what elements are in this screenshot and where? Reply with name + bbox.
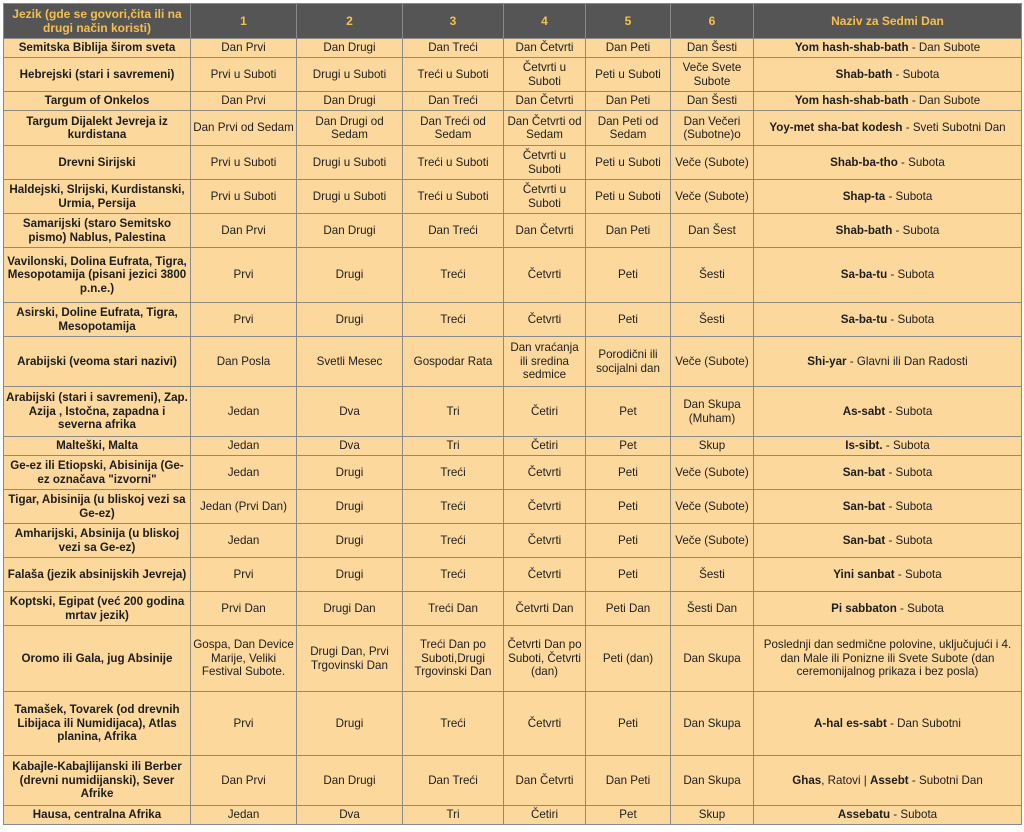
- seventh-day-meaning: - Subota: [885, 189, 933, 203]
- seventh-day-meaning: - Subota: [885, 533, 933, 547]
- language-cell: Hausa, centralna Afrika: [4, 806, 191, 825]
- table-row: [4, 524, 1022, 558]
- day-2-cell: Drugi u Suboti: [297, 58, 403, 92]
- day-1-cell: Dan Posla: [191, 337, 297, 387]
- day-1-cell: Prvi: [191, 558, 297, 592]
- seventh-day-meaning: - Subota: [897, 155, 945, 169]
- language-cell: Hebrejski (stari i savremeni): [4, 58, 191, 92]
- table-row: [4, 692, 1022, 756]
- day-4-cell: Četvrti: [504, 524, 586, 558]
- day-6-cell: Veče (Subote): [671, 146, 754, 180]
- header-seventh-day-name: Naziv za Sedmi Dan: [754, 4, 1022, 39]
- day-2-cell: Dan Drugi: [297, 92, 403, 111]
- day-6-cell: Skup: [671, 437, 754, 456]
- header-day-2: 2: [297, 4, 403, 39]
- day-5-cell: Dan Peti: [586, 214, 671, 248]
- day-4-cell: Četvrti u Suboti: [504, 180, 586, 214]
- language-cell: Malteški, Malta: [4, 437, 191, 456]
- seventh-day-cell: [754, 111, 1022, 146]
- day-3-cell: Treći u Suboti: [403, 146, 504, 180]
- seventh-day-name: San-bat: [842, 465, 886, 479]
- table-row: [4, 58, 1022, 92]
- day-6-cell: Dan Skupa: [671, 692, 754, 756]
- day-6-cell: Dan Šest: [671, 214, 754, 248]
- seventh-day-cell: [754, 92, 1022, 111]
- day-2-cell: Drugi: [297, 558, 403, 592]
- day-1-cell: Jedan: [191, 524, 297, 558]
- day-6-cell: Dan Šesti: [671, 39, 754, 58]
- day-3-cell: Treći: [403, 303, 504, 337]
- day-6-cell: Veče (Subote): [671, 456, 754, 490]
- language-cell: Asirski, Doline Eufrata, Tigra, Mesopotamija: [4, 303, 191, 337]
- day-6-cell: Skup: [671, 806, 754, 825]
- seventh-day-meaning: - Subota: [885, 465, 933, 479]
- seventh-day-name: San-bat: [842, 499, 886, 513]
- seventh-day-name: Ghas: [792, 773, 822, 787]
- seventh-day-meaning: - Subota: [890, 808, 938, 822]
- seventh-day-cell: [754, 692, 1022, 756]
- day-3-cell: Dan Treći: [403, 39, 504, 58]
- day-1-cell: Prvi u Suboti: [191, 146, 297, 180]
- day-3-cell: Treći: [403, 524, 504, 558]
- language-cell: Ge-ez ili Etiopski, Abisinija (Ge-ez označava "izvorni": [4, 456, 191, 490]
- day-2-cell: Dva: [297, 437, 403, 456]
- seventh-day-cell: [754, 387, 1022, 437]
- seventh-day-cell: [754, 558, 1022, 592]
- seventh-day-meaning: - Subota: [882, 439, 930, 453]
- table-row: [4, 806, 1022, 825]
- seventh-day-meaning: - Subota: [885, 404, 933, 418]
- language-cell: Haldejski, Slrijski, Kurdistanski, Urmia, Persija: [4, 180, 191, 214]
- day-5-cell: Porodični ili socijalni dan: [586, 337, 671, 387]
- day-2-cell: Dan Drugi od Sedam: [297, 111, 403, 146]
- day-5-cell: Peti u Suboti: [586, 146, 671, 180]
- seventh-day-name: Yoy-met sha-bat kodesh: [769, 121, 903, 135]
- day-3-cell: Treći u Suboti: [403, 58, 504, 92]
- table-row: [4, 248, 1022, 303]
- day-6-cell: Veče (Subote): [671, 524, 754, 558]
- day-5-cell: Peti: [586, 456, 671, 490]
- day-1-cell: Gospa, Dan Device Marije, Veliki Festival Subote.: [191, 626, 297, 692]
- day-1-cell: Prvi: [191, 303, 297, 337]
- header-day-6: 6: [671, 4, 754, 39]
- day-5-cell: Dan Peti: [586, 756, 671, 806]
- table-row: [4, 592, 1022, 626]
- table-row: [4, 92, 1022, 111]
- day-3-cell: Tri: [403, 806, 504, 825]
- day-1-cell: Dan Prvi: [191, 756, 297, 806]
- day-4-cell: Četvrti Dan po Suboti, Četvrti (dan): [504, 626, 586, 692]
- seventh-day-name: San-bat: [842, 533, 886, 547]
- seventh-day-cell: [754, 58, 1022, 92]
- seventh-day-cell: [754, 756, 1022, 806]
- table-row: [4, 558, 1022, 592]
- seventh-day-cell: [754, 180, 1022, 214]
- seventh-day-cell: [754, 146, 1022, 180]
- day-6-cell: Dan Skupa: [671, 626, 754, 692]
- day-1-cell: Prvi Dan: [191, 592, 297, 626]
- day-3-cell: Treći: [403, 558, 504, 592]
- language-cell: Arabijski (veoma stari nazivi): [4, 337, 191, 387]
- day-2-cell: Svetli Mesec: [297, 337, 403, 387]
- seventh-day-name: Yini sanbat: [833, 567, 895, 581]
- day-3-cell: Dan Treći od Sedam: [403, 111, 504, 146]
- day-1-cell: Dan Prvi: [191, 92, 297, 111]
- table-row: [4, 387, 1022, 437]
- day-3-cell: Gospodar Rata: [403, 337, 504, 387]
- header-day-5: 5: [586, 4, 671, 39]
- seventh-day-meaning: - Subota: [885, 499, 933, 513]
- day-4-cell: Četvrti Dan: [504, 592, 586, 626]
- seventh-day-name: Shab-ba-tho: [830, 155, 898, 169]
- day-1-cell: Jedan: [191, 806, 297, 825]
- day-4-cell: Četvrti: [504, 456, 586, 490]
- day-4-cell: Četiri: [504, 387, 586, 437]
- table-row: [4, 303, 1022, 337]
- day-5-cell: Peti u Suboti: [586, 180, 671, 214]
- day-1-cell: Prvi: [191, 248, 297, 303]
- seventh-day-cell: [754, 456, 1022, 490]
- table-header-row: [4, 4, 1022, 39]
- day-2-cell: Drugi u Suboti: [297, 180, 403, 214]
- day-5-cell: Dan Peti: [586, 39, 671, 58]
- table-body: [4, 39, 1022, 825]
- day-6-cell: Veče Svete Subote: [671, 58, 754, 92]
- day-3-cell: Treći: [403, 692, 504, 756]
- seventh-day-meaning: - Sveti Subotni Dan: [902, 121, 1006, 135]
- seventh-day-meaning: - Subota: [894, 567, 942, 581]
- language-cell: Semitska Biblija širom sveta: [4, 39, 191, 58]
- language-cell: Arabijski (stari i savremeni), Zap. Azija , Istočna, zapadna i severna afrika: [4, 387, 191, 437]
- seventh-day-name: Shab-bath: [835, 223, 893, 237]
- day-1-cell: Prvi: [191, 692, 297, 756]
- language-cell: Oromo ili Gala, jug Absinije: [4, 626, 191, 692]
- day-5-cell: Peti (dan): [586, 626, 671, 692]
- language-cell: Vavilonski, Dolina Eufrata, Tigra, Mesopotamija (pisani jezici 3800 p.n.e.): [4, 248, 191, 303]
- day-1-cell: Dan Prvi: [191, 214, 297, 248]
- day-1-cell: Jedan (Prvi Dan): [191, 490, 297, 524]
- day-2-cell: Drugi Dan: [297, 592, 403, 626]
- day-1-cell: Prvi u Suboti: [191, 58, 297, 92]
- day-4-cell: Četvrti u Suboti: [504, 146, 586, 180]
- seventh-day-cell: [754, 806, 1022, 825]
- day-5-cell: Peti: [586, 490, 671, 524]
- day-3-cell: Dan Treći: [403, 756, 504, 806]
- language-cell: Targum Dijalekt Jevreja iz kurdistana: [4, 111, 191, 146]
- day-2-cell: Drugi: [297, 303, 403, 337]
- day-2-cell: Dva: [297, 806, 403, 825]
- day-2-cell: Drugi: [297, 248, 403, 303]
- seventh-day-meaning: - Subota: [887, 312, 935, 326]
- day-5-cell: Pet: [586, 387, 671, 437]
- seventh-day-name: Sa-ba-tu: [840, 268, 888, 282]
- seventh-day-cell: [754, 437, 1022, 456]
- weekday-names-table: [3, 3, 1022, 825]
- day-2-cell: Drugi: [297, 524, 403, 558]
- seventh-day-cell: [754, 214, 1022, 248]
- seventh-day-meaning: - Dan Subotni: [886, 716, 961, 730]
- seventh-day-meaning: - Subota: [887, 268, 935, 282]
- language-cell: Amharijski, Absinija (u bliskoj vezi sa Ge-ez): [4, 524, 191, 558]
- seventh-day-cell: [754, 592, 1022, 626]
- day-2-cell: Dan Drugi: [297, 39, 403, 58]
- header-day-4: 4: [504, 4, 586, 39]
- table-row: [4, 111, 1022, 146]
- seventh-day-meaning: - Glavni ili Dan Radosti: [846, 354, 968, 368]
- seventh-day-name: Sa-ba-tu: [840, 312, 888, 326]
- day-4-cell: Četvrti: [504, 490, 586, 524]
- day-1-cell: Dan Prvi: [191, 39, 297, 58]
- language-cell: Drevni Sirijski: [4, 146, 191, 180]
- day-5-cell: Pet: [586, 806, 671, 825]
- day-6-cell: Šesti: [671, 248, 754, 303]
- seventh-day-name: Shi-yar: [807, 354, 847, 368]
- day-6-cell: Šesti: [671, 558, 754, 592]
- seventh-day-meaning: , Ratovi |: [821, 773, 870, 787]
- day-6-cell: Šesti: [671, 303, 754, 337]
- day-5-cell: Peti: [586, 303, 671, 337]
- day-4-cell: Četvrti: [504, 248, 586, 303]
- day-5-cell: Dan Peti: [586, 92, 671, 111]
- header-day-1: 1: [191, 4, 297, 39]
- seventh-day-meaning: - Dan Subote: [908, 41, 981, 55]
- day-2-cell: Drugi u Suboti: [297, 146, 403, 180]
- day-6-cell: Dan Šesti: [671, 92, 754, 111]
- day-5-cell: Peti Dan: [586, 592, 671, 626]
- day-3-cell: Dan Treći: [403, 214, 504, 248]
- seventh-day-cell: [754, 39, 1022, 58]
- day-6-cell: Dan Skupa: [671, 756, 754, 806]
- table-row: [4, 756, 1022, 806]
- language-cell: Koptski, Egipat (već 200 godina mrtav jezik): [4, 592, 191, 626]
- seventh-day-meaning-alt: - Subotni Dan: [908, 773, 983, 787]
- day-4-cell: Četvrti: [504, 303, 586, 337]
- day-2-cell: Dan Drugi: [297, 756, 403, 806]
- day-3-cell: Treći: [403, 490, 504, 524]
- day-4-cell: Četvrti: [504, 558, 586, 592]
- day-2-cell: Dan Drugi: [297, 214, 403, 248]
- language-cell: Tamašek, Tovarek (od drevnih Libijaca ili Numidijaca), Atlas planina, Afrika: [4, 692, 191, 756]
- seventh-day-cell: [754, 626, 1022, 692]
- day-5-cell: Peti: [586, 692, 671, 756]
- day-1-cell: Prvi u Suboti: [191, 180, 297, 214]
- day-1-cell: Jedan: [191, 387, 297, 437]
- day-6-cell: Veče (Subote): [671, 337, 754, 387]
- table-row: [4, 146, 1022, 180]
- day-4-cell: Dan Četvrti: [504, 214, 586, 248]
- day-4-cell: Dan Četvrti od Sedam: [504, 111, 586, 146]
- seventh-day-meaning: Poslednji dan sedmične polovine, uključujući i 4. dan Male ili Ponizne ili Svete Subote (dan ceremonijalnog prikaza i bez posla): [763, 638, 1012, 679]
- day-3-cell: Treći: [403, 248, 504, 303]
- day-2-cell: Drugi: [297, 456, 403, 490]
- table-row: [4, 437, 1022, 456]
- day-4-cell: Četiri: [504, 806, 586, 825]
- seventh-day-meaning: - Subota: [896, 601, 944, 615]
- day-6-cell: Dan Skupa (Muham): [671, 387, 754, 437]
- language-cell: Tigar, Abisinija (u bliskoj vezi sa Ge-ez): [4, 490, 191, 524]
- seventh-day-meaning: - Subota: [892, 223, 940, 237]
- day-6-cell: Dan Večeri (Subotne)o: [671, 111, 754, 146]
- seventh-day-name: Yom hash-shab-bath: [794, 41, 909, 55]
- table-row: [4, 456, 1022, 490]
- day-3-cell: Treći Dan: [403, 592, 504, 626]
- header-language: Jezik (gde se govori,čita ili na drugi način koristi): [4, 4, 191, 39]
- day-5-cell: Dan Peti od Sedam: [586, 111, 671, 146]
- day-2-cell: Drugi Dan, Prvi Trgovinski Dan: [297, 626, 403, 692]
- day-3-cell: Treći: [403, 456, 504, 490]
- day-2-cell: Dva: [297, 387, 403, 437]
- day-4-cell: Dan vraćanja ili sredina sedmice: [504, 337, 586, 387]
- day-6-cell: Veče (Subote): [671, 490, 754, 524]
- day-3-cell: Dan Treći: [403, 92, 504, 111]
- day-5-cell: Peti: [586, 248, 671, 303]
- day-5-cell: Peti: [586, 558, 671, 592]
- seventh-day-name: Shap-ta: [842, 189, 886, 203]
- day-1-cell: Dan Prvi od Sedam: [191, 111, 297, 146]
- day-4-cell: Dan Četvrti: [504, 92, 586, 111]
- day-3-cell: Treći Dan po Suboti,Drugi Trgovinski Dan: [403, 626, 504, 692]
- language-cell: Falaša (jezik absinijskih Jevreja): [4, 558, 191, 592]
- seventh-day-name: Is-sibt.: [845, 439, 883, 453]
- day-3-cell: Tri: [403, 387, 504, 437]
- seventh-day-name: Pi sabbaton: [831, 601, 897, 615]
- day-4-cell: Dan Četvrti: [504, 39, 586, 58]
- seventh-day-cell: [754, 337, 1022, 387]
- table-row: [4, 626, 1022, 692]
- table-row: [4, 490, 1022, 524]
- seventh-day-name: Assebatu: [837, 808, 891, 822]
- table-row: [4, 337, 1022, 387]
- table-row: [4, 39, 1022, 58]
- language-cell: Samarijski (staro Semitsko pismo) Nablus, Palestina: [4, 214, 191, 248]
- day-4-cell: Dan Četvrti: [504, 756, 586, 806]
- day-6-cell: Veče (Subote): [671, 180, 754, 214]
- day-6-cell: Šesti Dan: [671, 592, 754, 626]
- seventh-day-name: A-hal es-sabt: [814, 716, 887, 730]
- seventh-day-name: Shab-bath: [835, 67, 893, 81]
- seventh-day-meaning: - Dan Subote: [908, 94, 981, 108]
- seventh-day-meaning: - Subota: [892, 67, 940, 81]
- day-2-cell: Drugi: [297, 692, 403, 756]
- seventh-day-cell: [754, 490, 1022, 524]
- day-5-cell: Peti u Suboti: [586, 58, 671, 92]
- day-3-cell: Treći u Suboti: [403, 180, 504, 214]
- language-cell: Targum of Onkelos: [4, 92, 191, 111]
- weekday-names-table-container: [3, 3, 1021, 829]
- day-2-cell: Drugi: [297, 490, 403, 524]
- table-row: [4, 180, 1022, 214]
- day-3-cell: Tri: [403, 437, 504, 456]
- seventh-day-cell: [754, 303, 1022, 337]
- table-row: [4, 214, 1022, 248]
- day-1-cell: Jedan: [191, 437, 297, 456]
- header-day-3: 3: [403, 4, 504, 39]
- seventh-day-name: Yom hash-shab-bath: [794, 94, 909, 108]
- day-1-cell: Jedan: [191, 456, 297, 490]
- day-5-cell: Peti: [586, 524, 671, 558]
- seventh-day-name: As-sabt: [842, 404, 886, 418]
- day-4-cell: Četvrti u Suboti: [504, 58, 586, 92]
- day-4-cell: Četvrti: [504, 692, 586, 756]
- day-4-cell: Četiri: [504, 437, 586, 456]
- day-5-cell: Pet: [586, 437, 671, 456]
- seventh-day-name-alt: Assebt: [869, 773, 909, 787]
- language-cell: Kabajle-Kabajlijanski ili Berber (drevni numidijanski), Sever Afrike: [4, 756, 191, 806]
- seventh-day-cell: [754, 524, 1022, 558]
- seventh-day-cell: [754, 248, 1022, 303]
